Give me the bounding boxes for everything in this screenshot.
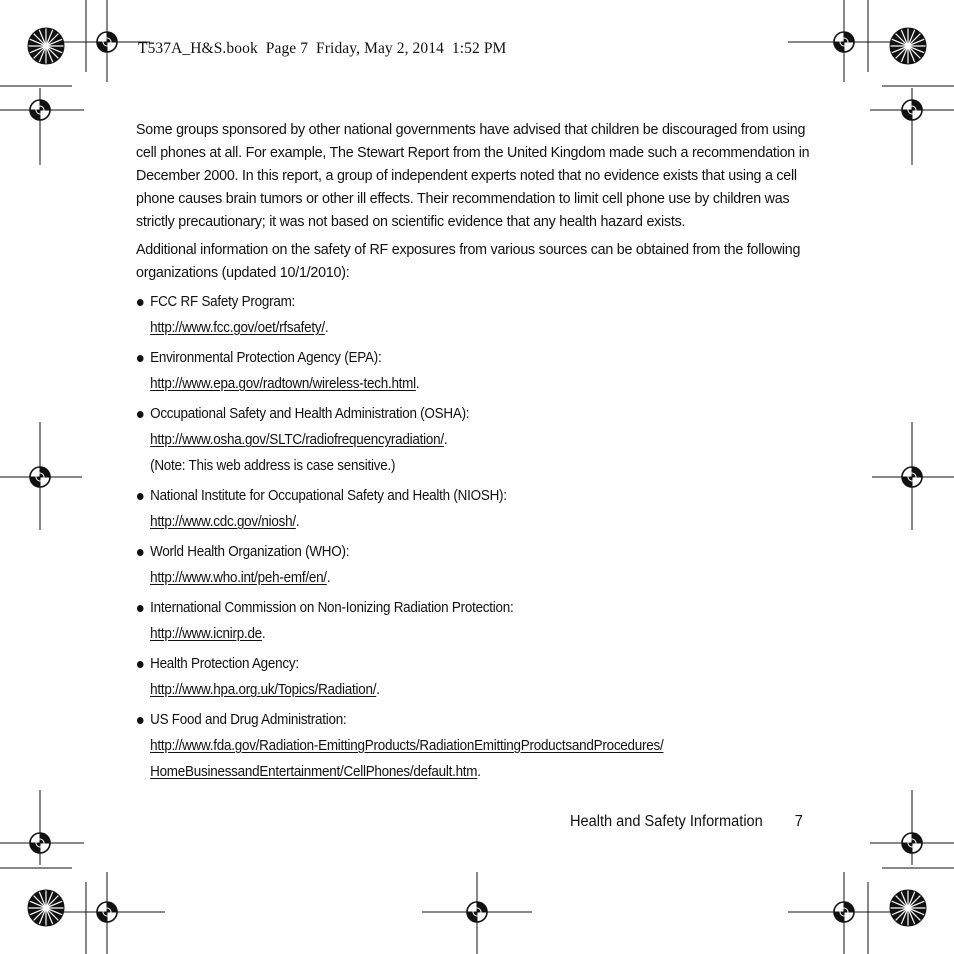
punctuation: . <box>415 376 420 392</box>
organization-link[interactable]: http://www.cdc.gov/niosh/ <box>150 514 296 530</box>
organization-link[interactable]: http://www.osha.gov/SLTC/radiofrequencyradiation/ <box>150 432 444 448</box>
page-footer <box>570 813 803 831</box>
starburst-bottom-right <box>890 890 926 926</box>
organization-name: Health Protection Agency: <box>150 656 299 672</box>
registration-mark <box>97 902 117 922</box>
registration-mark <box>902 467 922 487</box>
list-item <box>136 345 785 397</box>
punctuation: . <box>443 432 448 448</box>
registration-mark <box>902 833 922 853</box>
bullet-icon <box>137 717 144 724</box>
body-paragraph: Some groups sponsored by other national governments have advised that children be discouraged from using cell phones at all. For example, The Stewart Report from the United Kingdom made such a recommendation in December 2000. In this report, a group of independent experts noted that no evidence exists that using a cell phone causes brain tumors or other ill effects. Their recommendation to limit cell phone use by children was strictly precautionary; it was not based on scientific evidence that any health hazard exists. <box>136 121 810 230</box>
registration-mark <box>467 902 487 922</box>
bullet-icon <box>137 549 144 556</box>
punctuation: . <box>261 626 266 642</box>
organization-name: National Institute for Occupational Safety and Health (NIOSH): <box>150 488 507 504</box>
page-number: 7 <box>794 813 803 830</box>
book-info-header: T537A_H&S.book Page 7 Friday, May 2, 2014 1:52 PM <box>138 40 507 57</box>
registration-mark <box>97 32 117 52</box>
organization-name: Occupational Safety and Health Administration (OSHA): <box>150 406 470 422</box>
organization-link[interactable]: http://www.who.int/peh-emf/en/ <box>150 570 327 586</box>
organization-link[interactable]: http://www.fda.gov/Radiation-EmittingProducts/RadiationEmittingProductsandProcedures/ <box>150 738 664 754</box>
list-item <box>136 289 785 341</box>
starburst-top-left <box>28 28 64 64</box>
punctuation: . <box>326 570 331 586</box>
case-sensitive-note: (Note: This web address is case sensitive.) <box>150 458 396 474</box>
list-item <box>136 483 785 535</box>
section-title: Health and Safety Information <box>570 813 763 830</box>
organization-name: FCC RF Safety Program: <box>150 294 296 310</box>
punctuation: . <box>376 682 380 698</box>
organization-list <box>136 289 785 785</box>
bullet-icon <box>137 605 144 612</box>
punctuation: . <box>295 514 300 530</box>
organization-name: International Commission on Non-Ionizing Radiation Protection: <box>150 600 514 616</box>
organization-link[interactable]: http://www.fcc.gov/oet/rfsafety/ <box>150 320 325 336</box>
list-item <box>136 595 785 647</box>
starburst-top-right <box>890 28 926 64</box>
organization-link[interactable]: http://www.epa.gov/radtown/wireless-tech.html <box>150 376 416 392</box>
bullet-icon <box>137 355 144 362</box>
list-item <box>136 539 785 591</box>
registration-mark <box>902 100 922 120</box>
list-item <box>136 401 785 479</box>
registration-mark <box>834 902 854 922</box>
organization-name: World Health Organization (WHO): <box>150 544 350 560</box>
organization-link[interactable]: http://www.hpa.org.uk/Topics/Radiation/ <box>150 682 377 698</box>
organization-link-continued[interactable]: HomeBusinessandEntertainment/CellPhones/default.htm <box>150 764 478 780</box>
body-paragraph: Additional information on the safety of RF exposures from various sources can be obtained from the following organizations (updated 10/1/2010): <box>136 241 801 281</box>
registration-mark <box>30 833 50 853</box>
page-content <box>136 118 810 789</box>
organization-name: US Food and Drug Administration: <box>150 712 347 728</box>
punctuation: . <box>477 764 481 780</box>
bullet-icon <box>137 299 144 306</box>
registration-mark <box>834 32 854 52</box>
bullet-icon <box>137 661 144 668</box>
bullet-icon <box>137 411 144 418</box>
bullet-icon <box>137 493 144 500</box>
list-item <box>136 651 785 703</box>
organization-name: Environmental Protection Agency (EPA): <box>150 350 382 366</box>
registration-mark <box>30 100 50 120</box>
registration-mark <box>30 467 50 487</box>
list-item <box>136 707 785 785</box>
organization-link[interactable]: http://www.icnirp.de <box>150 626 262 642</box>
starburst-bottom-left <box>28 890 64 926</box>
punctuation: . <box>324 320 329 336</box>
